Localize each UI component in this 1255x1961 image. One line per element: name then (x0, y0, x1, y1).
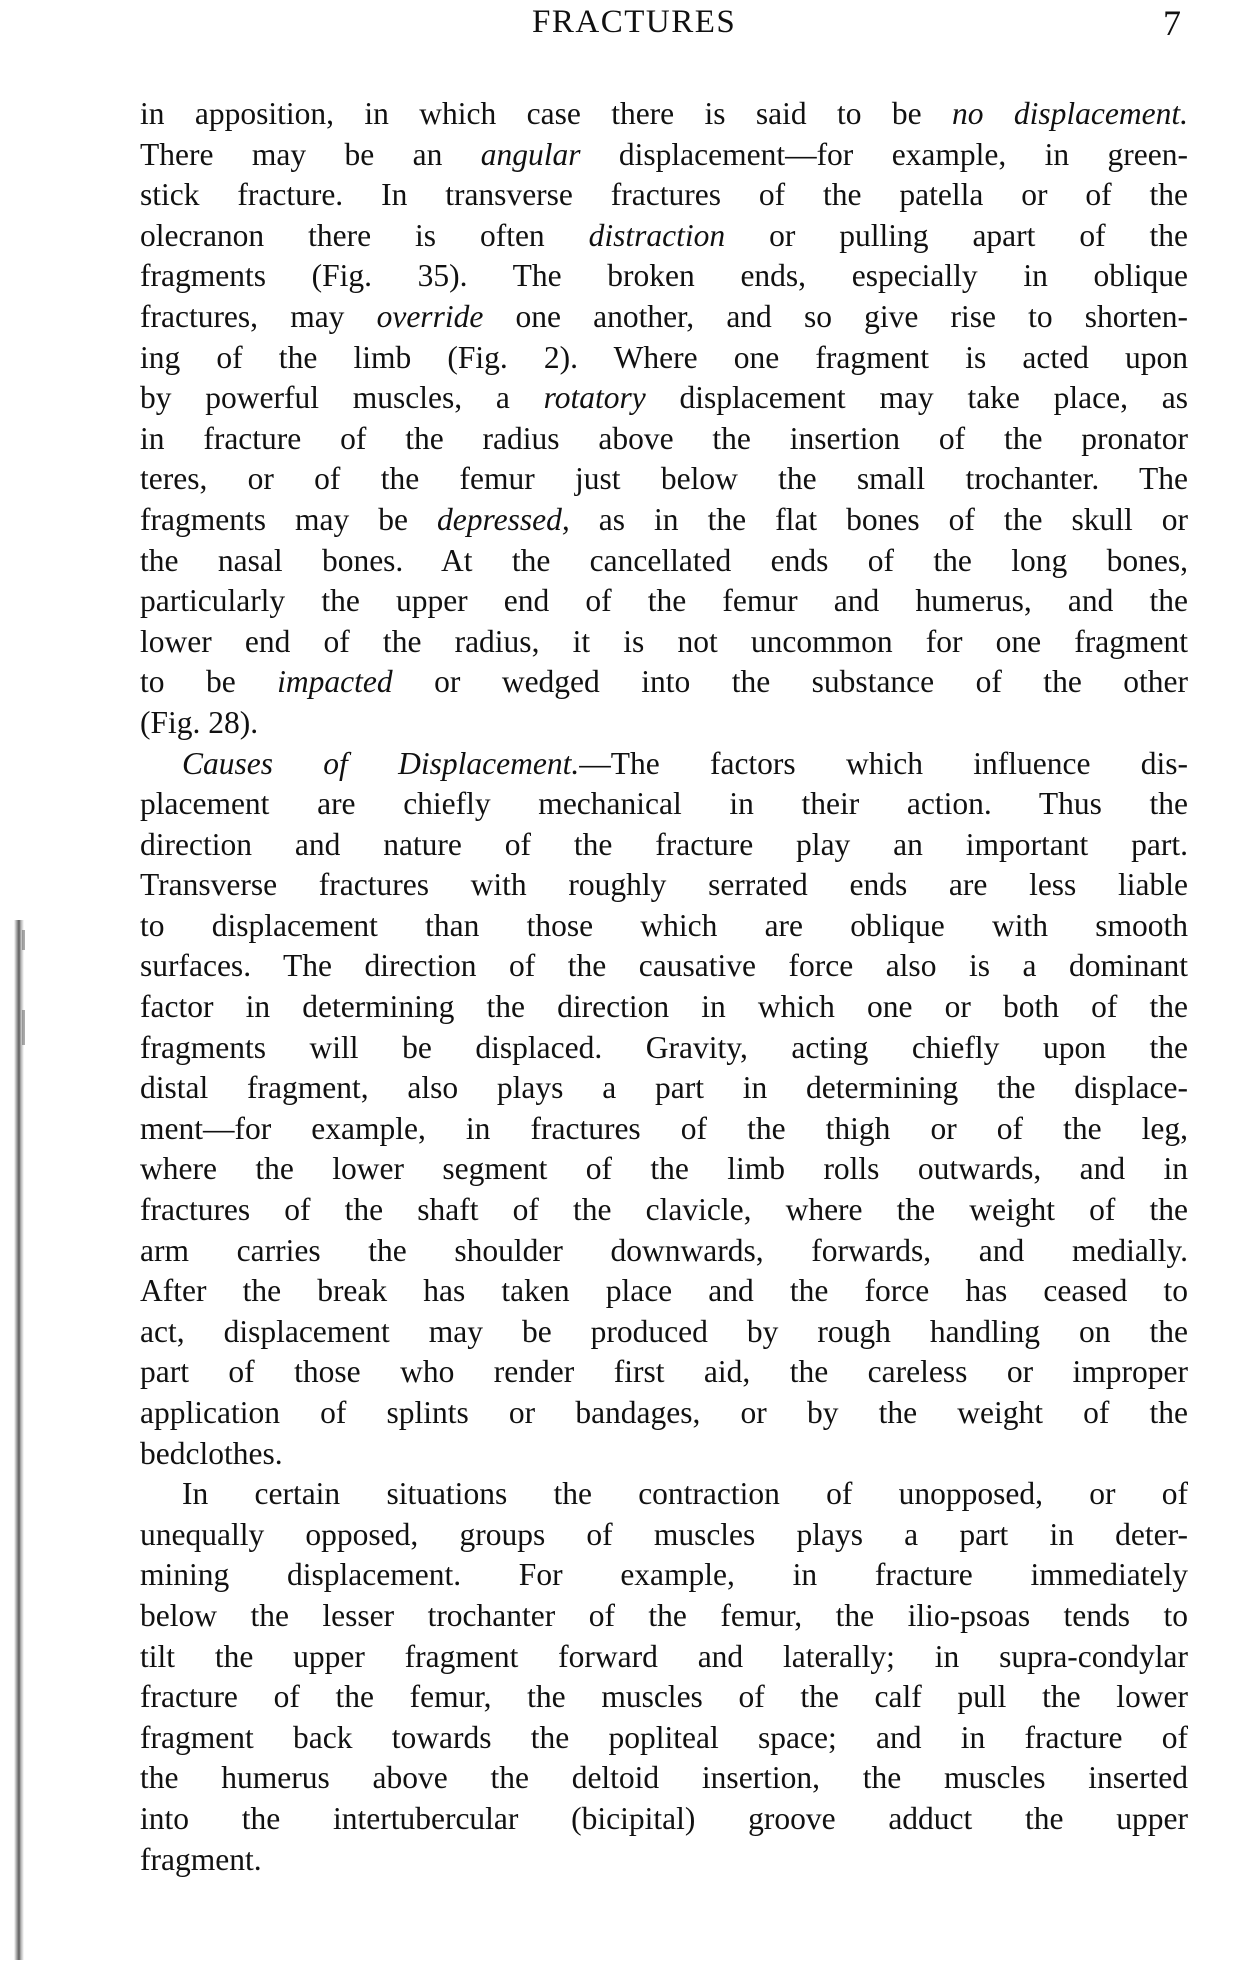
text-run: to be (140, 664, 278, 700)
text-run: or wedged into the substance of the other (392, 664, 1188, 700)
text-run: displacement may take place, as (645, 380, 1188, 416)
text-line (140, 825, 1188, 866)
text-line (140, 297, 1188, 338)
text-line (140, 1840, 1188, 1881)
text-line (140, 1677, 1188, 1718)
text-run: direction and nature of the fracture play an important part. (140, 826, 1188, 862)
text-line (140, 256, 1188, 297)
text-line (140, 906, 1188, 947)
text-run: the nasal bones. At the cancellated ends of the long bones, (140, 542, 1188, 578)
text-run: tilt the upper fragment forward and laterally; in supra-condylar (140, 1638, 1188, 1674)
text-line (140, 459, 1188, 500)
text-run: fragments (Fig. 35). The broken ends, especially in oblique (140, 258, 1188, 294)
text-run: fragments may be (140, 501, 438, 537)
text-run: into the intertubercular (bicipital) groove adduct the upper (140, 1800, 1188, 1836)
text-run: fracture of the femur, the muscles of the calf pull the lower (140, 1679, 1188, 1715)
text-run: teres, or of the femur just below the small trochanter. The (140, 461, 1188, 497)
text-line (140, 1109, 1188, 1150)
text-line (140, 1555, 1188, 1596)
page-number: 7 (1163, 3, 1181, 43)
text-run: Transverse fractures with roughly serrated ends are less liable (140, 867, 1188, 903)
text-run: displacement—for example, in green- (580, 136, 1188, 172)
text-run: by powerful muscles, a (140, 380, 544, 416)
text-line (140, 1718, 1188, 1759)
text-line (140, 1434, 1188, 1475)
text-run: —The factors which influence dis- (579, 745, 1189, 781)
page-binding-speck (22, 1010, 25, 1045)
text-run: where the lower segment of the limb rolls outwards, and in (140, 1151, 1188, 1187)
italic-text: impacted (277, 664, 393, 700)
text-line (140, 1312, 1188, 1353)
text-run: arm carries the shoulder downwards, forwards, and medially. (140, 1232, 1188, 1268)
text-line (140, 500, 1188, 541)
text-line (140, 1799, 1188, 1840)
text-line (140, 1352, 1188, 1393)
text-run: (Fig. 28). (140, 704, 259, 740)
text-line (140, 1149, 1188, 1190)
text-line (140, 1474, 1188, 1515)
text-run: In certain situations the contraction of unopposed, or of (182, 1476, 1188, 1512)
text-line (140, 1028, 1188, 1069)
text-run: act, displacement may be produced by rough handling on the (140, 1313, 1188, 1349)
italic-text: depressed, (437, 501, 570, 537)
text-line (140, 987, 1188, 1028)
text-line (140, 541, 1188, 582)
text-line (140, 744, 1188, 785)
text-line (140, 1231, 1188, 1272)
text-run: factor in determining the direction in which one or both of the (140, 989, 1188, 1025)
text-run: mining displacement. For example, in fracture immediately (140, 1557, 1188, 1593)
text-run: or pulling apart of the (725, 217, 1188, 253)
text-run: lower end of the radius, it is not uncommon for one fragment (140, 623, 1188, 659)
text-run: fragment. (140, 1841, 262, 1877)
text-line (140, 1271, 1188, 1312)
text-run: one another, and so give rise to shorten- (483, 298, 1189, 334)
text-run: application of splints or bandages, or by the weight of the (140, 1395, 1188, 1430)
running-title: FRACTURES (532, 4, 737, 40)
text-line (140, 784, 1188, 825)
text-run: as in the flat bones of the skull or (569, 501, 1188, 537)
running-header (140, 0, 1190, 50)
text-run: particularly the upper end of the femur and humerus, and the (140, 583, 1188, 619)
page-binding-edge (14, 920, 24, 1960)
text-line (140, 1515, 1188, 1556)
body-text (140, 94, 1188, 1880)
text-line (140, 216, 1188, 257)
italic-text: Causes of Displacement. (182, 745, 580, 781)
text-run: below the lesser trochanter of the femur, the ilio-psoas tends to (140, 1597, 1188, 1633)
text-line (140, 662, 1188, 703)
text-run: fragment back towards the popliteal space; and in fracture of (140, 1719, 1188, 1755)
text-run: After the break has taken place and the force has ceased to (140, 1273, 1188, 1309)
text-run: in fracture of the radius above the insertion of the pronator (140, 420, 1188, 456)
text-line (140, 703, 1188, 744)
text-run: stick fracture. In transverse fractures of the patella or of the (140, 177, 1188, 213)
text-run: part of those who render first aid, the careless or improper (140, 1354, 1188, 1390)
text-line (140, 1068, 1188, 1109)
text-line (140, 338, 1188, 379)
text-run: ment—for example, in fractures of the thigh or of the leg, (140, 1110, 1188, 1146)
text-line (140, 581, 1188, 622)
text-run: to displacement than those which are oblique with smooth (140, 907, 1188, 943)
text-line (140, 1637, 1188, 1678)
italic-text: no displacement. (952, 96, 1188, 131)
text-run: distal fragment, also plays a part in determining the displace- (140, 1070, 1188, 1106)
text-run: surfaces. The direction of the causative force also is a dominant (140, 948, 1188, 984)
text-line (140, 135, 1188, 176)
text-run: fractures of the shaft of the clavicle, where the weight of the (140, 1192, 1188, 1228)
page-binding-speck (22, 930, 25, 950)
text-run: placement are chiefly mechanical in their action. Thus the (140, 786, 1188, 822)
italic-text: override (376, 298, 484, 334)
text-line (140, 1393, 1188, 1434)
text-line (140, 946, 1188, 987)
text-run: There may be an (140, 136, 481, 172)
text-line (140, 378, 1188, 419)
text-run: the humerus above the deltoid insertion, the muscles inserted (140, 1760, 1188, 1796)
text-run: bedclothes. (140, 1435, 283, 1471)
italic-text: angular (480, 136, 581, 172)
text-run: in apposition, in which case there is said to be (140, 96, 953, 131)
italic-text: distraction (588, 217, 726, 253)
text-line (140, 1758, 1188, 1799)
text-line (140, 419, 1188, 460)
text-run: olecranon there is often (140, 217, 589, 253)
italic-text: rotatory (543, 380, 646, 416)
text-run: fractures, may (140, 298, 377, 334)
text-line (140, 1596, 1188, 1637)
text-run: fragments will be displaced. Gravity, acting chiefly upon the (140, 1029, 1188, 1065)
text-line (140, 175, 1188, 216)
text-line (140, 94, 1188, 135)
text-run: unequally opposed, groups of muscles plays a part in deter- (140, 1516, 1188, 1552)
text-line (140, 865, 1188, 906)
text-line (140, 622, 1188, 663)
text-run: ing of the limb (Fig. 2). Where one fragment is acted upon (140, 339, 1188, 375)
text-line (140, 1190, 1188, 1231)
